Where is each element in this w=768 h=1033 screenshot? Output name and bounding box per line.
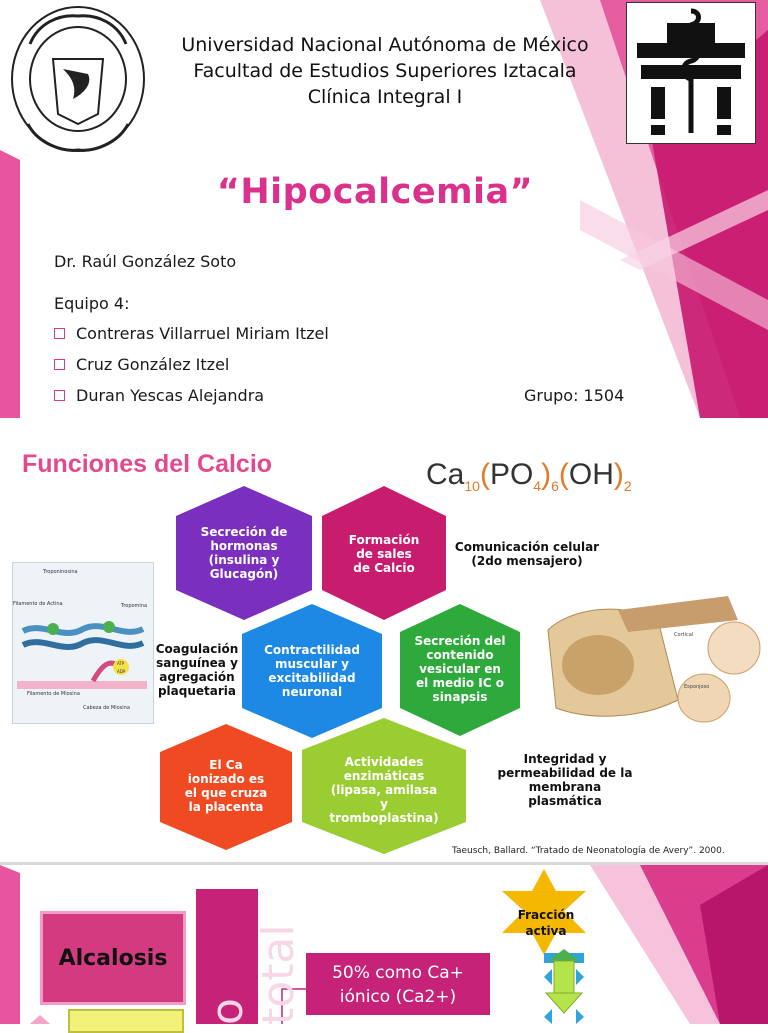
alkalosis-box [40, 911, 186, 1005]
slide-calcium-fractions [0, 865, 768, 1024]
hexagon-text: Formación de sales de Calcio [348, 533, 420, 575]
bone-label: Esponjoso [684, 684, 710, 690]
formula-subscript: 4 [533, 478, 542, 494]
star-and-arrows [494, 865, 594, 1024]
team-label: Equipo 4: [54, 294, 130, 313]
muscle-label: Troponinosina [43, 569, 78, 575]
team-member: Cruz González Itzel [76, 355, 230, 374]
university-name: Universidad Nacional Autónoma de México [181, 34, 589, 56]
course-name: Clínica Integral I [307, 86, 463, 108]
bullet-icon [54, 359, 65, 370]
muscle-label: ATP [117, 661, 125, 666]
muscle-label: Filamento de Actina [13, 601, 63, 607]
unam-logo [8, 4, 148, 154]
ionic-calcium-box: 50% como Ca+ iónico (Ca2+) [306, 953, 490, 1015]
presentation-title: “Hipocalcemia” [216, 172, 534, 212]
hexagon-text: El Ca ionizado es el que cruza la placenta [184, 758, 268, 814]
bullet-icon [54, 390, 65, 401]
formula-subscript: 6 [551, 478, 559, 494]
faculty-name: Facultad de Estudios Superiores Iztacala [193, 60, 577, 82]
hexagon-text: Secreción del contenido vesicular en el medio IC o sinapsis [414, 634, 506, 704]
muscle-label: Tropomina [121, 603, 148, 609]
group-label: Grupo: 1504 [524, 386, 625, 405]
vertical-label [198, 895, 304, 1025]
formula-ca: Ca [426, 458, 465, 491]
alkalosis-label: Alcalosis [58, 945, 168, 971]
vertical-label-text: o total [202, 924, 304, 1025]
hexagon-text: Contractilidad muscular y excitabilidad neuronal [264, 643, 360, 699]
hexagon-text: Actividades enzimáticas (lipasa, amilasa y tromboplastina) [329, 755, 439, 825]
bone-label: Cortical [674, 632, 694, 638]
reference-citation: Taeusch, Ballard. “Tratado de Neonatología de Avery”. 2000. [452, 846, 725, 856]
formula-po: PO [489, 458, 534, 491]
formula-subscript: 10 [464, 478, 480, 494]
formula-subscript: 2 [623, 478, 632, 494]
muscle-label: ADP [117, 669, 126, 674]
label-cell-communication: Comunicación celular (2do mensajero) [454, 540, 600, 568]
active-fraction-label: Fracción activa [517, 908, 575, 938]
label-membrane-integrity: Integridad y permeabilidad de la membrana plasmática [497, 752, 633, 808]
muscle-label: Cabeza de Miosina [83, 705, 130, 711]
fes-iztacala-logo [626, 2, 756, 144]
label-coagulation: Coagulación sanguínea y agregación plaquetaria [155, 642, 239, 698]
slide-calcium-functions [0, 418, 768, 865]
hexagon-text: Secreción de hormonas (insulina y Glucagón) [200, 525, 288, 581]
hydroxyapatite-formula: $Ca_{10}(PO_4)_6(OH)_2$ [426, 458, 632, 494]
formula-oh: OH [568, 458, 614, 491]
yellow-box [68, 1009, 184, 1033]
bullet-icon [54, 328, 65, 339]
muscle-label: Filamento de Miosina [27, 691, 80, 697]
institution-header [150, 32, 620, 110]
team-member: Duran Yescas Alejandra [76, 386, 265, 405]
slide-title: Funciones del Calcio [22, 450, 273, 478]
team-member: Contreras Villarruel Miriam Itzel [76, 324, 329, 343]
bone-illustration [528, 590, 766, 740]
slide-title [0, 0, 768, 418]
doctor-name: Dr. Raúl González Soto [54, 252, 237, 271]
